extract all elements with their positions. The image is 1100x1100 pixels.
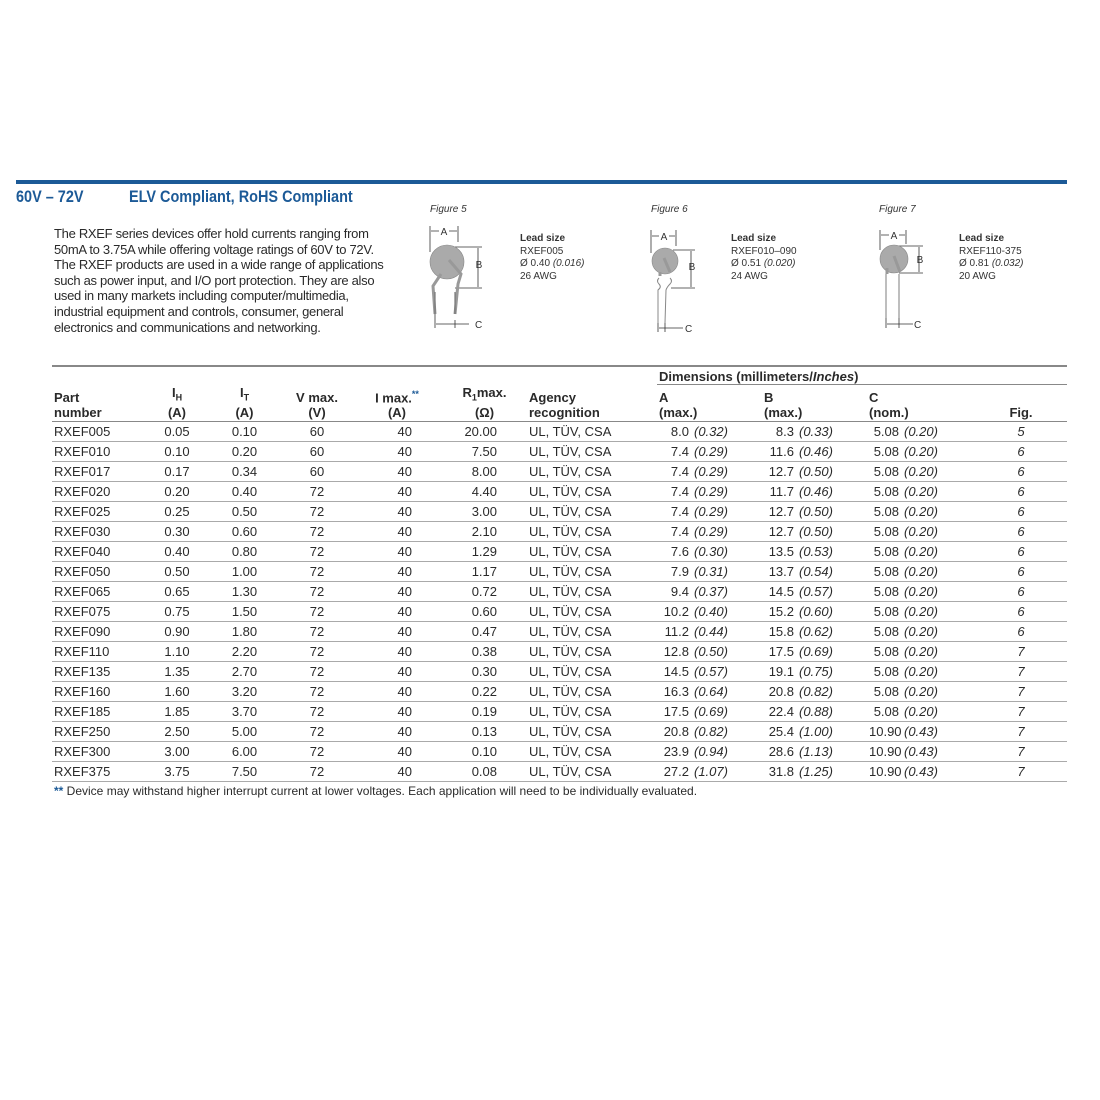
lead-diameter: Ø 0.81 [959, 258, 990, 269]
cell-dim-b: 15.2 (0.60) [762, 602, 867, 622]
cell-figure: 6 [975, 442, 1067, 462]
cell-imax: 40 [352, 482, 442, 502]
lead-diameter-inches: (0.016) [552, 258, 585, 269]
lead-diameter: Ø 0.40 [520, 258, 551, 269]
cell-dim-a: 23.9 (0.94) [657, 742, 762, 762]
cell-dim-c: 5.08 (0.20) [867, 602, 975, 622]
cell-agency: UL, TÜV, CSA [527, 462, 657, 482]
header-rule [16, 180, 1067, 184]
cell-vmax: 72 [282, 622, 352, 642]
cell-vmax: 72 [282, 662, 352, 682]
cell-figure: 7 [975, 642, 1067, 662]
table-row [52, 582, 1067, 602]
cell-imax: 40 [352, 542, 442, 562]
cell-imax: 40 [352, 602, 442, 622]
cell-trip-current: 1.80 [207, 622, 282, 642]
cell-r1max: 0.08 [442, 762, 527, 782]
cell-hold-current: 0.40 [147, 542, 207, 562]
cell-trip-current: 7.50 [207, 762, 282, 782]
cell-dim-a: 10.2 (0.40) [657, 602, 762, 622]
col-figure: Fig. [975, 385, 1067, 422]
cell-part-number: RXEF090 [52, 622, 147, 642]
cell-dim-c: 5.08 (0.20) [867, 662, 975, 682]
cell-dim-a: 17.5 (0.69) [657, 702, 762, 722]
col-dim-b: B (max.) [762, 385, 867, 422]
table-row [52, 622, 1067, 642]
cell-figure: 6 [975, 602, 1067, 622]
col-imax: I max.** (A) [352, 385, 442, 422]
table-row [52, 762, 1067, 782]
cell-dim-b: 11.7 (0.46) [762, 482, 867, 502]
intro-paragraph: The RXEF series devices offer hold currents ranging from 50mA to 3.75A while offering voltage ratings of 60V to 72V. The RXEF products are used in a wide range of applications such as power input, and I/O port protection. They are also used in many markets including computer/multimedia, industrial equipment and controls, consumer, general electronics and communications and networking. [54, 226, 384, 335]
cell-dim-c: 5.08 (0.20) [867, 562, 975, 582]
col-hold-current: $I_H$ (A) [147, 385, 207, 422]
cell-agency: UL, TÜV, CSA [527, 662, 657, 682]
cell-dim-a: 8.0 (0.32) [657, 422, 762, 442]
dimensions-header-row [52, 366, 1067, 385]
cell-trip-current: 2.20 [207, 642, 282, 662]
cell-part-number: RXEF375 [52, 762, 147, 782]
svg-text:C: C [475, 320, 483, 331]
cell-agency: UL, TÜV, CSA [527, 582, 657, 602]
cell-dim-b: 19.1 (0.75) [762, 662, 867, 682]
footnote: ** Device may withstand higher interrupt current at lower voltages. Each application will need to be individually evaluated. [54, 784, 698, 798]
cell-agency: UL, TÜV, CSA [527, 762, 657, 782]
cell-part-number: RXEF005 [52, 422, 147, 442]
table-row [52, 702, 1067, 722]
cell-figure: 7 [975, 702, 1067, 722]
cell-figure: 5 [975, 422, 1067, 442]
cell-dim-c: 5.08 (0.20) [867, 482, 975, 502]
table-row [52, 562, 1067, 582]
col-dim-c: C (nom.) [867, 385, 975, 422]
svg-text:C: C [914, 320, 922, 331]
col-part-number: Part number [52, 385, 147, 422]
cell-hold-current: 1.60 [147, 682, 207, 702]
cell-vmax: 72 [282, 582, 352, 602]
cell-imax: 40 [352, 422, 442, 442]
svg-text:B: B [688, 262, 696, 273]
cell-agency: UL, TÜV, CSA [527, 722, 657, 742]
cell-dim-a: 7.4 (0.29) [657, 442, 762, 462]
cell-imax: 40 [352, 562, 442, 582]
cell-agency: UL, TÜV, CSA [527, 522, 657, 542]
cell-imax: 40 [352, 622, 442, 642]
lead-diameter-inches: (0.032) [991, 258, 1024, 269]
cell-vmax: 72 [282, 502, 352, 522]
cell-r1max: 7.50 [442, 442, 527, 462]
cell-trip-current: 1.00 [207, 562, 282, 582]
cell-figure: 7 [975, 762, 1067, 782]
cell-r1max: 3.00 [442, 502, 527, 522]
cell-part-number: RXEF010 [52, 442, 147, 462]
cell-dim-c: 5.08 (0.20) [867, 502, 975, 522]
svg-text:C: C [685, 324, 693, 335]
cell-trip-current: 3.20 [207, 682, 282, 702]
cell-dim-c: 10.90 (0.43) [867, 762, 975, 782]
cell-vmax: 72 [282, 742, 352, 762]
cell-dim-a: 7.4 (0.29) [657, 482, 762, 502]
cell-r1max: 0.47 [442, 622, 527, 642]
cell-dim-c: 10.90 (0.43) [867, 742, 975, 762]
cell-agency: UL, TÜV, CSA [527, 442, 657, 462]
cell-part-number: RXEF065 [52, 582, 147, 602]
table-row [52, 482, 1067, 502]
cell-dim-a: 7.9 (0.31) [657, 562, 762, 582]
cell-agency: UL, TÜV, CSA [527, 682, 657, 702]
figure-label: Figure 5 [430, 204, 467, 215]
ptc-device-drawing [425, 222, 515, 334]
cell-vmax: 60 [282, 462, 352, 482]
cell-hold-current: 0.75 [147, 602, 207, 622]
cell-trip-current: 0.50 [207, 502, 282, 522]
table-row [52, 722, 1067, 742]
cell-imax: 40 [352, 682, 442, 702]
cell-dim-b: 22.4 (0.88) [762, 702, 867, 722]
cell-agency: UL, TÜV, CSA [527, 562, 657, 582]
cell-agency: UL, TÜV, CSA [527, 602, 657, 622]
cell-dim-c: 5.08 (0.20) [867, 542, 975, 562]
cell-hold-current: 0.25 [147, 502, 207, 522]
cell-hold-current: 0.05 [147, 422, 207, 442]
cell-part-number: RXEF030 [52, 522, 147, 542]
cell-hold-current: 0.50 [147, 562, 207, 582]
lead-size-title: Lead size [520, 233, 566, 244]
lead-size-title: Lead size [959, 233, 1005, 244]
cell-dim-c: 5.08 (0.20) [867, 642, 975, 662]
cell-trip-current: 2.70 [207, 662, 282, 682]
voltage-range-title: 60V – 72V [16, 187, 84, 206]
cell-part-number: RXEF250 [52, 722, 147, 742]
cell-dim-c: 5.08 (0.20) [867, 582, 975, 602]
lead-diameter: Ø 0.51 [731, 258, 762, 269]
cell-part-number: RXEF185 [52, 702, 147, 722]
cell-trip-current: 6.00 [207, 742, 282, 762]
cell-part-number: RXEF110 [52, 642, 147, 662]
cell-part-number: RXEF020 [52, 482, 147, 502]
cell-dim-b: 17.5 (0.69) [762, 642, 867, 662]
svg-text:A: A [660, 232, 668, 243]
cell-figure: 6 [975, 502, 1067, 522]
lead-parts: RXEF010–090 [731, 245, 797, 257]
cell-dim-c: 5.08 (0.20) [867, 462, 975, 482]
cell-part-number: RXEF135 [52, 662, 147, 682]
cell-dim-a: 20.8 (0.82) [657, 722, 762, 742]
cell-agency: UL, TÜV, CSA [527, 742, 657, 762]
cell-imax: 40 [352, 582, 442, 602]
cell-hold-current: 0.90 [147, 622, 207, 642]
cell-dim-b: 20.8 (0.82) [762, 682, 867, 702]
cell-dim-a: 14.5 (0.57) [657, 662, 762, 682]
cell-vmax: 72 [282, 702, 352, 722]
cell-trip-current: 3.70 [207, 702, 282, 722]
cell-trip-current: 1.50 [207, 602, 282, 622]
cell-r1max: 0.10 [442, 742, 527, 762]
cell-trip-current: 0.40 [207, 482, 282, 502]
cell-r1max: 0.72 [442, 582, 527, 602]
cell-hold-current: 2.50 [147, 722, 207, 742]
compliance-title: ELV Compliant, RoHS Compliant [129, 187, 353, 206]
cell-r1max: 1.29 [442, 542, 527, 562]
cell-dim-c: 10.90 (0.43) [867, 722, 975, 742]
cell-figure: 7 [975, 722, 1067, 742]
figure-label: Figure 6 [651, 204, 688, 215]
cell-dim-b: 13.5 (0.53) [762, 542, 867, 562]
cell-agency: UL, TÜV, CSA [527, 622, 657, 642]
cell-hold-current: 3.75 [147, 762, 207, 782]
cell-agency: UL, TÜV, CSA [527, 422, 657, 442]
cell-dim-b: 31.8 (1.25) [762, 762, 867, 782]
cell-dim-a: 16.3 (0.64) [657, 682, 762, 702]
cell-dim-b: 11.6 (0.46) [762, 442, 867, 462]
cell-dim-a: 7.6 (0.30) [657, 542, 762, 562]
cell-dim-c: 5.08 (0.20) [867, 702, 975, 722]
dimensions-group-header: Dimensions (millimeters/Inches) [657, 366, 1067, 385]
cell-imax: 40 [352, 742, 442, 762]
cell-figure: 6 [975, 562, 1067, 582]
cell-dim-b: 12.7 (0.50) [762, 462, 867, 482]
cell-dim-a: 7.4 (0.29) [657, 502, 762, 522]
cell-trip-current: 0.20 [207, 442, 282, 462]
cell-vmax: 72 [282, 542, 352, 562]
table-row [52, 682, 1067, 702]
cell-dim-b: 12.7 (0.50) [762, 502, 867, 522]
cell-imax: 40 [352, 702, 442, 722]
table-row [52, 522, 1067, 542]
cell-trip-current: 1.30 [207, 582, 282, 602]
table-row [52, 462, 1067, 482]
cell-figure: 6 [975, 542, 1067, 562]
svg-text:B: B [475, 260, 483, 271]
cell-agency: UL, TÜV, CSA [527, 542, 657, 562]
cell-dim-a: 7.4 (0.29) [657, 462, 762, 482]
cell-dim-a: 12.8 (0.50) [657, 642, 762, 662]
cell-part-number: RXEF025 [52, 502, 147, 522]
col-dim-a: A (max.) [657, 385, 762, 422]
cell-part-number: RXEF300 [52, 742, 147, 762]
cell-hold-current: 0.17 [147, 462, 207, 482]
cell-r1max: 0.13 [442, 722, 527, 742]
cell-hold-current: 0.20 [147, 482, 207, 502]
ptc-device-drawing [875, 228, 945, 338]
lead-size-title: Lead size [731, 233, 777, 244]
table-row [52, 642, 1067, 662]
cell-figure: 6 [975, 582, 1067, 602]
cell-figure: 6 [975, 522, 1067, 542]
cell-hold-current: 1.35 [147, 662, 207, 682]
cell-r1max: 8.00 [442, 462, 527, 482]
cell-dim-b: 28.6 (1.13) [762, 742, 867, 762]
cell-figure: 7 [975, 742, 1067, 762]
lead-parts: RXEF110-375 [959, 245, 1022, 257]
cell-vmax: 72 [282, 522, 352, 542]
cell-r1max: 2.10 [442, 522, 527, 542]
cell-figure: 6 [975, 462, 1067, 482]
cell-r1max: 0.60 [442, 602, 527, 622]
cell-r1max: 0.38 [442, 642, 527, 662]
cell-figure: 6 [975, 482, 1067, 502]
ptc-device-drawing [645, 228, 715, 338]
table-row [52, 602, 1067, 622]
col-vmax: V max. (V) [282, 385, 352, 422]
lead-awg: 26 AWG [520, 270, 557, 282]
cell-dim-c: 5.08 (0.20) [867, 622, 975, 642]
cell-imax: 40 [352, 662, 442, 682]
table-row [52, 742, 1067, 762]
lead-awg: 24 AWG [731, 270, 768, 282]
cell-dim-a: 27.2 (1.07) [657, 762, 762, 782]
cell-dim-b: 25.4 (1.00) [762, 722, 867, 742]
cell-r1max: 0.30 [442, 662, 527, 682]
cell-r1max: 0.19 [442, 702, 527, 722]
cell-trip-current: 0.34 [207, 462, 282, 482]
cell-hold-current: 1.85 [147, 702, 207, 722]
cell-dim-c: 5.08 (0.20) [867, 442, 975, 462]
svg-text:A: A [890, 231, 898, 242]
cell-dim-a: 11.2 (0.44) [657, 622, 762, 642]
table-row [52, 422, 1067, 442]
cell-dim-a: 9.4 (0.37) [657, 582, 762, 602]
cell-dim-b: 13.7 (0.54) [762, 562, 867, 582]
col-agency: Agency recognition [527, 385, 657, 422]
cell-dim-b: 15.8 (0.62) [762, 622, 867, 642]
lead-awg: 20 AWG [959, 270, 996, 282]
cell-vmax: 72 [282, 562, 352, 582]
cell-hold-current: 1.10 [147, 642, 207, 662]
cell-vmax: 72 [282, 682, 352, 702]
column-header-row [52, 385, 1067, 422]
lead-diameter-inches: (0.020) [763, 258, 796, 269]
cell-imax: 40 [352, 642, 442, 662]
cell-trip-current: 0.60 [207, 522, 282, 542]
table-row [52, 502, 1067, 522]
cell-vmax: 72 [282, 482, 352, 502]
cell-imax: 40 [352, 462, 442, 482]
cell-dim-c: 5.08 (0.20) [867, 522, 975, 542]
cell-vmax: 72 [282, 642, 352, 662]
cell-part-number: RXEF050 [52, 562, 147, 582]
cell-imax: 40 [352, 522, 442, 542]
cell-hold-current: 0.30 [147, 522, 207, 542]
cell-part-number: RXEF075 [52, 602, 147, 622]
cell-hold-current: 3.00 [147, 742, 207, 762]
svg-text:A: A [440, 227, 448, 238]
cell-dim-b: 12.7 (0.50) [762, 522, 867, 542]
cell-figure: 7 [975, 662, 1067, 682]
cell-part-number: RXEF160 [52, 682, 147, 702]
table-row [52, 662, 1067, 682]
cell-agency: UL, TÜV, CSA [527, 642, 657, 662]
cell-r1max: 1.17 [442, 562, 527, 582]
cell-hold-current: 0.10 [147, 442, 207, 462]
cell-part-number: RXEF017 [52, 462, 147, 482]
cell-vmax: 60 [282, 442, 352, 462]
cell-vmax: 72 [282, 722, 352, 742]
table-row [52, 542, 1067, 562]
cell-figure: 6 [975, 622, 1067, 642]
cell-r1max: 20.00 [442, 422, 527, 442]
cell-vmax: 72 [282, 602, 352, 622]
cell-dim-b: 8.3 (0.33) [762, 422, 867, 442]
col-r1max: $R_1\max$. (Ω) [442, 385, 527, 422]
cell-imax: 40 [352, 502, 442, 522]
cell-vmax: 60 [282, 422, 352, 442]
cell-r1max: 4.40 [442, 482, 527, 502]
cell-agency: UL, TÜV, CSA [527, 702, 657, 722]
cell-part-number: RXEF040 [52, 542, 147, 562]
specifications-table [52, 365, 1067, 782]
cell-dim-a: 7.4 (0.29) [657, 522, 762, 542]
table-row [52, 442, 1067, 462]
lead-parts: RXEF005 [520, 245, 564, 257]
col-trip-current: $I_T$ (A) [207, 385, 282, 422]
cell-dim-b: 14.5 (0.57) [762, 582, 867, 602]
cell-agency: UL, TÜV, CSA [527, 502, 657, 522]
cell-figure: 7 [975, 682, 1067, 702]
cell-imax: 40 [352, 722, 442, 742]
cell-trip-current: 0.10 [207, 422, 282, 442]
cell-vmax: 72 [282, 762, 352, 782]
svg-text:B: B [916, 255, 924, 266]
cell-dim-c: 5.08 (0.20) [867, 422, 975, 442]
cell-hold-current: 0.65 [147, 582, 207, 602]
cell-imax: 40 [352, 442, 442, 462]
cell-r1max: 0.22 [442, 682, 527, 702]
cell-dim-c: 5.08 (0.20) [867, 682, 975, 702]
cell-imax: 40 [352, 762, 442, 782]
figure-label: Figure 7 [879, 204, 916, 215]
cell-agency: UL, TÜV, CSA [527, 482, 657, 502]
cell-trip-current: 5.00 [207, 722, 282, 742]
cell-trip-current: 0.80 [207, 542, 282, 562]
